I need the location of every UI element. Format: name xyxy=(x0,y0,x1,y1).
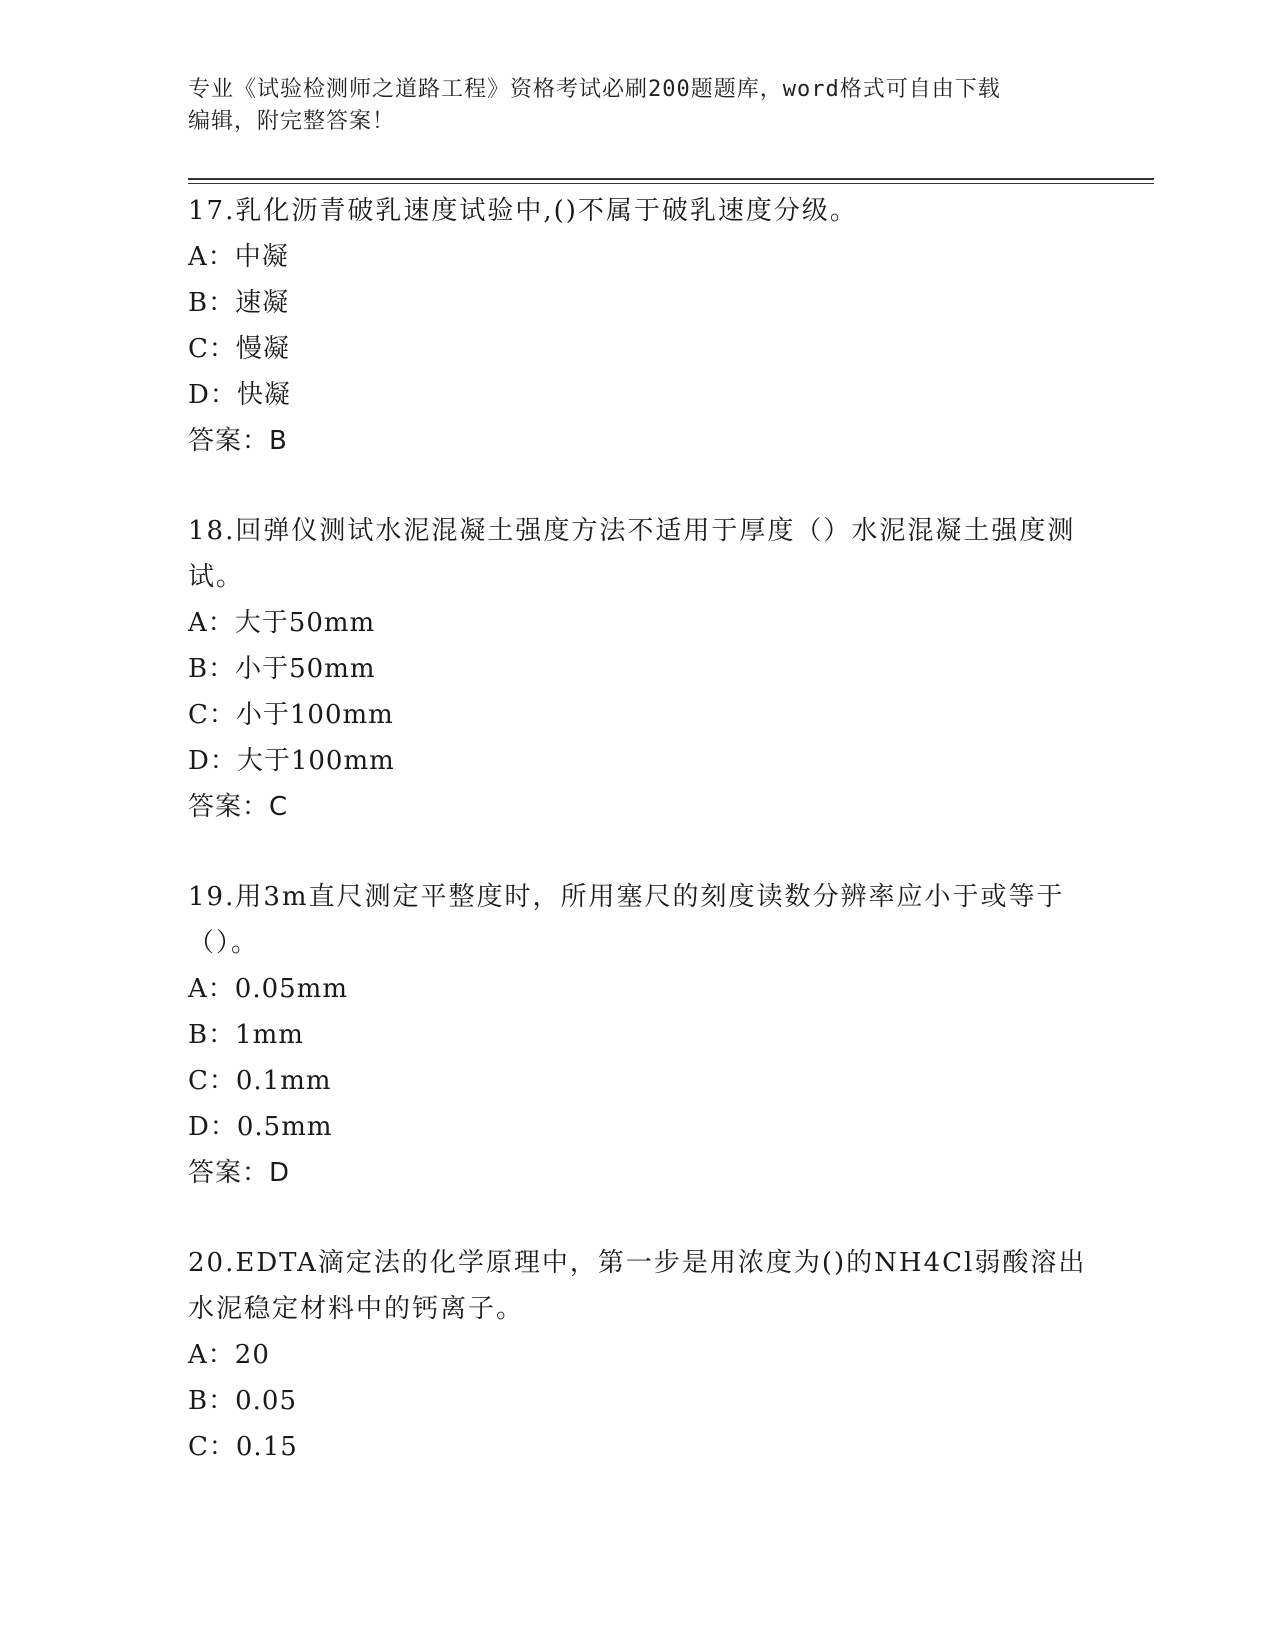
option-b: B：速凝 xyxy=(188,288,290,318)
document-header xyxy=(188,74,1088,138)
header-divider-bottom xyxy=(188,183,1154,184)
answer: 答案：D xyxy=(188,1158,291,1188)
header-divider-top xyxy=(188,178,1154,180)
question-stem: 18.回弹仪测试水泥混凝土强度方法不适用于厚度（）水泥混凝土强度测试。 xyxy=(188,516,1076,592)
header-line-1: 专业《试验检测师之道路工程》资格考试必刷200题题库，word格式可自由下载 xyxy=(188,77,1001,102)
option-b: B：1mm xyxy=(188,1020,304,1050)
option-c: C：0.15 xyxy=(188,1432,298,1462)
answer: 答案：C xyxy=(188,792,289,822)
option-a: A：0.05mm xyxy=(188,974,348,1004)
option-b: B：0.05 xyxy=(188,1386,297,1416)
option-a: A：中凝 xyxy=(188,242,289,272)
option-d: D：0.5mm xyxy=(188,1112,333,1142)
question-stem: 20.EDTA滴定法的化学原理中，第一步是用浓度为()的NH4Cl弱酸溶出水泥稳定材料中的钙离子。 xyxy=(188,1248,1087,1324)
header-line-2: 编辑，附完整答案！ xyxy=(188,109,396,134)
option-a: A：20 xyxy=(188,1340,270,1370)
question-stem: 19.用3m直尺测定平整度时，所用塞尺的刻度读数分辨率应小于或等于（）。 xyxy=(188,882,1065,958)
option-c: C：小于100mm xyxy=(188,700,394,730)
option-d: D：大于100mm xyxy=(188,746,395,776)
option-b: B：小于50mm xyxy=(188,654,376,684)
question-17 xyxy=(188,188,1088,464)
option-c: C：慢凝 xyxy=(188,334,290,364)
question-20 xyxy=(188,1240,1088,1470)
option-a: A：大于50mm xyxy=(188,608,376,638)
question-stem: 17.乳化沥青破乳速度试验中,()不属于破乳速度分级。 xyxy=(188,196,858,226)
answer: 答案：B xyxy=(188,426,288,456)
question-19 xyxy=(188,874,1088,1196)
option-d: D：快凝 xyxy=(188,380,291,410)
question-18 xyxy=(188,508,1088,830)
option-c: C：0.1mm xyxy=(188,1066,332,1096)
